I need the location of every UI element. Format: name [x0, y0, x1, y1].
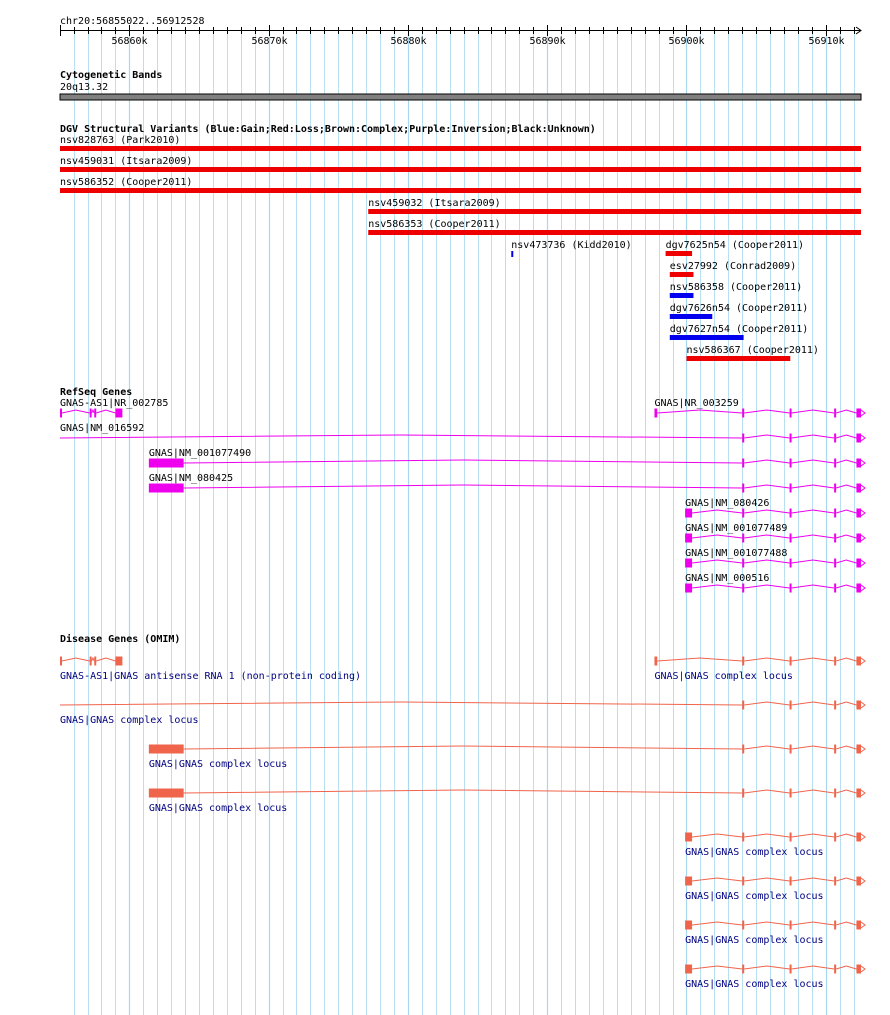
- refseq-exon: [742, 559, 744, 568]
- omim-exon: [834, 921, 836, 930]
- omim-exon: [834, 965, 836, 974]
- dgv-feature-label: nsv473736 (Kidd2010): [511, 240, 632, 251]
- omim-gene[interactable]: [685, 833, 865, 859]
- refseq-exon: [856, 584, 861, 593]
- refseq-exon: [856, 409, 861, 418]
- refseq-intron: [836, 510, 856, 513]
- ruler-tick-label: 56860k: [111, 36, 148, 47]
- omim-gene-label: GNAS|GNAS complex locus: [685, 979, 824, 990]
- refseq-exon: [834, 434, 836, 443]
- omim-track-title: Disease Genes (OMIM): [60, 634, 181, 645]
- omim-intron: [836, 878, 856, 881]
- refseq-intron: [836, 560, 856, 563]
- refseq-gene[interactable]: [60, 423, 865, 443]
- omim-exon: [60, 657, 62, 666]
- refseq-intron: [692, 535, 742, 538]
- omim-gene[interactable]: [60, 657, 361, 683]
- refseq-exon: [685, 584, 692, 593]
- omim-intron: [836, 790, 856, 793]
- omim-exon: [834, 833, 836, 842]
- omim-exon: [856, 657, 861, 666]
- omim-strand-arrow: [861, 702, 865, 708]
- omim-gene-label: GNAS|GNAS complex locus: [685, 847, 824, 858]
- refseq-exon: [834, 534, 836, 543]
- refseq-strand-arrow: [861, 460, 865, 466]
- omim-exon: [856, 965, 861, 974]
- refseq-intron: [836, 410, 856, 413]
- dgv-feature[interactable]: [670, 282, 802, 298]
- omim-exon: [790, 921, 792, 930]
- refseq-exon: [685, 559, 692, 568]
- omim-intron: [744, 966, 789, 969]
- refseq-intron: [96, 410, 115, 413]
- omim-exon: [149, 789, 184, 798]
- refseq-exon: [790, 534, 792, 543]
- refseq-gene[interactable]: [685, 523, 865, 543]
- omim-strand-arrow: [861, 966, 865, 972]
- omim-exon: [790, 657, 792, 666]
- refseq-exon: [790, 509, 792, 518]
- refseq-exon: [742, 409, 744, 418]
- omim-gene-label: GNAS|GNAS complex locus: [685, 891, 824, 902]
- refseq-intron: [744, 410, 789, 413]
- refseq-exon: [790, 459, 792, 468]
- refseq-intron: [184, 460, 743, 463]
- ruler: [60, 16, 861, 47]
- refseq-gene-label: GNAS|NM_080426: [685, 498, 770, 509]
- omim-gene-label: GNAS-AS1|GNAS antisense RNA 1 (non-protein coding): [60, 671, 362, 682]
- omim-intron: [836, 922, 856, 925]
- refseq-exon: [654, 409, 657, 418]
- cytoband-bar[interactable]: [60, 94, 861, 100]
- omim-strand-arrow: [861, 746, 865, 752]
- refseq-gene[interactable]: [685, 548, 865, 568]
- omim-exon: [790, 745, 792, 754]
- omim-gene-label: GNAS|GNAS complex locus: [60, 715, 199, 726]
- region-label: chr20:56855022..56912528: [60, 16, 205, 27]
- refseq-exon: [685, 509, 692, 518]
- omim-intron: [836, 702, 856, 705]
- omim-exon: [790, 877, 792, 886]
- refseq-strand-arrow: [861, 585, 865, 591]
- omim-gene[interactable]: [149, 745, 865, 771]
- omim-intron: [744, 658, 789, 661]
- ruler-tick-label: 56890k: [529, 36, 566, 47]
- refseq-exon: [115, 409, 122, 418]
- refseq-exon: [742, 584, 744, 593]
- dgv-features: [60, 135, 861, 361]
- omim-exon: [654, 657, 657, 666]
- dgv-feature[interactable]: [60, 156, 861, 172]
- omim-intron: [836, 834, 856, 837]
- refseq-intron: [744, 510, 789, 513]
- omim-exon: [834, 745, 836, 754]
- dgv-feature[interactable]: [670, 303, 808, 319]
- dgv-feature-bar[interactable]: [60, 188, 861, 193]
- dgv-feature-bar[interactable]: [511, 251, 513, 257]
- omim-intron: [692, 966, 742, 969]
- refseq-exon: [90, 409, 92, 418]
- refseq-intron: [744, 560, 789, 563]
- refseq-exon: [856, 559, 861, 568]
- omim-intron: [184, 746, 743, 749]
- dgv-feature-bar[interactable]: [666, 251, 692, 256]
- omim-intron: [744, 878, 789, 881]
- omim-exon: [834, 657, 836, 666]
- track-dgv: [60, 123, 861, 361]
- dgv-feature-label: dgv7627n54 (Cooper2011): [669, 324, 809, 335]
- refseq-intron: [836, 535, 856, 538]
- refseq-intron: [692, 560, 742, 563]
- refseq-exon: [790, 434, 792, 443]
- refseq-exon: [742, 434, 744, 443]
- dgv-feature-bar[interactable]: [686, 356, 790, 361]
- omim-intron: [836, 658, 856, 661]
- omim-intron: [744, 746, 789, 749]
- omim-gene-label: GNAS|GNAS complex locus: [685, 935, 824, 946]
- refseq-exon: [834, 559, 836, 568]
- dgv-feature[interactable]: [368, 198, 861, 214]
- refseq-intron: [836, 485, 856, 488]
- refseq-intron: [184, 485, 743, 488]
- dgv-feature-bar[interactable]: [670, 335, 744, 340]
- omim-exon: [742, 657, 744, 666]
- refseq-intron: [836, 435, 856, 438]
- cytoband-track-title: Cytogenetic Bands: [60, 70, 163, 81]
- omim-strand-arrow: [861, 922, 865, 928]
- omim-intron: [657, 658, 742, 661]
- refseq-gene-label: GNAS|NM_000516: [685, 573, 770, 584]
- omim-gene[interactable]: [685, 965, 865, 991]
- omim-exon: [685, 877, 692, 886]
- refseq-exon: [790, 584, 792, 593]
- refseq-track-title: RefSeq Genes: [60, 387, 133, 398]
- dgv-feature[interactable]: [60, 177, 861, 193]
- omim-intron: [692, 834, 742, 837]
- track-omim: [60, 633, 865, 990]
- refseq-intron: [836, 585, 856, 588]
- omim-exon: [742, 833, 744, 842]
- dgv-feature[interactable]: [511, 240, 631, 257]
- refseq-exon: [790, 484, 792, 493]
- refseq-exon: [834, 584, 836, 593]
- dgv-feature-label: nsv586358 (Cooper2011): [669, 282, 803, 293]
- omim-intron: [744, 702, 789, 705]
- ruler-tick-label: 56870k: [251, 36, 288, 47]
- omim-exon: [856, 833, 861, 842]
- omim-exon: [834, 877, 836, 886]
- dgv-feature[interactable]: [670, 324, 808, 340]
- refseq-intron: [657, 410, 742, 413]
- refseq-strand-arrow: [861, 410, 865, 416]
- refseq-exon: [790, 409, 792, 418]
- refseq-intron: [744, 485, 789, 488]
- refseq-gene-label: GNAS|NM_001077488: [685, 548, 788, 559]
- omim-exon: [856, 745, 861, 754]
- refseq-exon: [834, 459, 836, 468]
- refseq-exon: [742, 459, 744, 468]
- refseq-exon: [94, 409, 96, 418]
- refseq-exon: [149, 484, 184, 493]
- refseq-exon: [742, 484, 744, 493]
- omim-exon: [856, 701, 861, 710]
- dgv-feature[interactable]: [670, 261, 796, 277]
- refseq-strand-arrow: [861, 535, 865, 541]
- refseq-exon: [834, 509, 836, 518]
- omim-exon: [742, 701, 744, 710]
- dgv-feature-bar[interactable]: [60, 167, 861, 172]
- dgv-feature[interactable]: [368, 219, 861, 235]
- dgv-feature[interactable]: [686, 345, 818, 361]
- refseq-gene[interactable]: [149, 448, 865, 468]
- omim-gene[interactable]: [685, 921, 865, 947]
- omim-gene-label: GNAS|GNAS complex locus: [148, 759, 288, 770]
- omim-exon: [790, 701, 792, 710]
- refseq-gene-label: GNAS|NM_080425: [148, 473, 234, 484]
- refseq-gene[interactable]: [685, 498, 865, 518]
- refseq-exon: [742, 534, 744, 543]
- dgv-feature-bar[interactable]: [368, 209, 861, 214]
- dgv-feature-label: nsv586367 (Cooper2011): [686, 345, 819, 356]
- omim-exon: [790, 965, 792, 974]
- refseq-intron: [692, 585, 742, 588]
- dgv-feature-label: dgv7626n54 (Cooper2011): [669, 303, 809, 314]
- refseq-strand-arrow: [861, 560, 865, 566]
- ruler-tick-label: 56900k: [668, 36, 705, 47]
- refseq-exon: [685, 534, 692, 543]
- omim-exon: [856, 877, 861, 886]
- refseq-exon: [149, 459, 184, 468]
- omim-exon: [834, 789, 836, 798]
- omim-intron: [692, 878, 742, 881]
- refseq-exon: [856, 434, 861, 443]
- omim-intron: [744, 834, 789, 837]
- omim-strand-arrow: [861, 834, 865, 840]
- omim-exon: [834, 701, 836, 710]
- refseq-gene[interactable]: [60, 398, 168, 418]
- refseq-gene[interactable]: [685, 573, 865, 593]
- refseq-features: [60, 398, 865, 593]
- omim-exon: [90, 657, 92, 666]
- refseq-intron: [62, 410, 90, 413]
- refseq-exon: [60, 409, 62, 418]
- omim-gene-label: GNAS|GNAS complex locus: [148, 803, 288, 814]
- refseq-strand-arrow: [861, 510, 865, 516]
- omim-exon: [790, 789, 792, 798]
- refseq-exon: [856, 459, 861, 468]
- refseq-gene-label: GNAS|NM_001077489: [685, 523, 788, 534]
- refseq-gene-label: GNAS|NM_016592: [60, 423, 145, 434]
- dgv-feature-label: nsv828763 (Park2010): [60, 135, 181, 146]
- dgv-feature-label: nsv586352 (Cooper2011): [60, 177, 193, 188]
- omim-exon: [685, 965, 692, 974]
- omim-exon: [742, 789, 744, 798]
- ruler-tick-label: 56880k: [390, 36, 427, 47]
- refseq-gene-label: GNAS|NR_003259: [654, 398, 739, 409]
- refseq-intron: [692, 510, 742, 513]
- omim-exon: [742, 965, 744, 974]
- omim-exon: [149, 745, 184, 754]
- omim-intron: [92, 658, 95, 661]
- cytoband-label: 20q13.32: [60, 82, 109, 93]
- omim-exon: [856, 789, 861, 798]
- omim-strand-arrow: [861, 878, 865, 884]
- omim-intron: [60, 702, 742, 705]
- omim-gene[interactable]: [60, 701, 865, 727]
- refseq-gene-label: GNAS-AS1|NR_002785: [60, 398, 169, 409]
- omim-intron: [184, 790, 743, 793]
- refseq-exon: [790, 559, 792, 568]
- omim-intron: [836, 746, 856, 749]
- omim-intron: [744, 790, 789, 793]
- dgv-feature-label: dgv7625n54 (Cooper2011): [665, 240, 805, 251]
- refseq-gene-label: GNAS|NM_001077490: [148, 448, 252, 459]
- refseq-exon: [742, 509, 744, 518]
- refseq-intron: [744, 435, 789, 438]
- dgv-feature-bar[interactable]: [368, 230, 861, 235]
- dgv-track-title: DGV Structural Variants (Blue:Gain;Red:Loss;Brown:Complex;Purple:Inversion;Black:Unknown): [60, 124, 596, 135]
- omim-intron: [96, 658, 115, 661]
- refseq-intron: [836, 460, 856, 463]
- omim-exon: [685, 921, 692, 930]
- refseq-strand-arrow: [861, 435, 865, 441]
- ruler-ticks: [61, 25, 862, 47]
- omim-exon: [115, 657, 122, 666]
- omim-exon: [856, 921, 861, 930]
- omim-exon: [94, 657, 96, 666]
- dgv-feature-label: nsv586353 (Cooper2011): [368, 219, 501, 230]
- dgv-feature-label: nsv459031 (Itsara2009): [60, 156, 193, 167]
- dgv-feature-label: esv27992 (Conrad2009): [669, 261, 797, 272]
- dgv-feature[interactable]: [60, 135, 861, 151]
- omim-gene[interactable]: [149, 789, 865, 815]
- omim-strand-arrow: [861, 658, 865, 664]
- track-refseq: [60, 387, 865, 593]
- refseq-intron: [60, 435, 742, 438]
- omim-intron: [744, 922, 789, 925]
- refseq-strand-arrow: [861, 485, 865, 491]
- omim-gene-label: GNAS|GNAS complex locus: [654, 671, 793, 682]
- omim-intron: [836, 966, 856, 969]
- omim-exon: [685, 833, 692, 842]
- omim-gene[interactable]: [685, 877, 865, 903]
- dgv-feature-label: nsv459032 (Itsara2009): [368, 198, 501, 209]
- refseq-intron: [744, 460, 789, 463]
- refseq-exon: [856, 484, 861, 493]
- omim-exon: [742, 877, 744, 886]
- dgv-feature-bar[interactable]: [670, 293, 694, 298]
- refseq-exon: [834, 409, 836, 418]
- refseq-intron: [744, 535, 789, 538]
- refseq-intron: [744, 585, 789, 588]
- omim-exon: [742, 921, 744, 930]
- track-cytoband: [60, 69, 861, 100]
- omim-exon: [742, 745, 744, 754]
- ruler-tick-label: 56910k: [808, 36, 845, 47]
- refseq-exon: [856, 509, 861, 518]
- dgv-feature-bar[interactable]: [670, 272, 694, 277]
- omim-intron: [62, 658, 90, 661]
- omim-exon: [790, 833, 792, 842]
- refseq-exon: [856, 534, 861, 543]
- refseq-gene[interactable]: [149, 473, 865, 493]
- omim-intron: [692, 922, 742, 925]
- refseq-exon: [834, 484, 836, 493]
- omim-features: [60, 657, 865, 991]
- dgv-feature-bar[interactable]: [60, 146, 861, 151]
- dgv-feature[interactable]: [666, 240, 804, 256]
- omim-strand-arrow: [861, 790, 865, 796]
- refseq-intron: [92, 410, 95, 413]
- dgv-feature-bar[interactable]: [670, 314, 712, 319]
